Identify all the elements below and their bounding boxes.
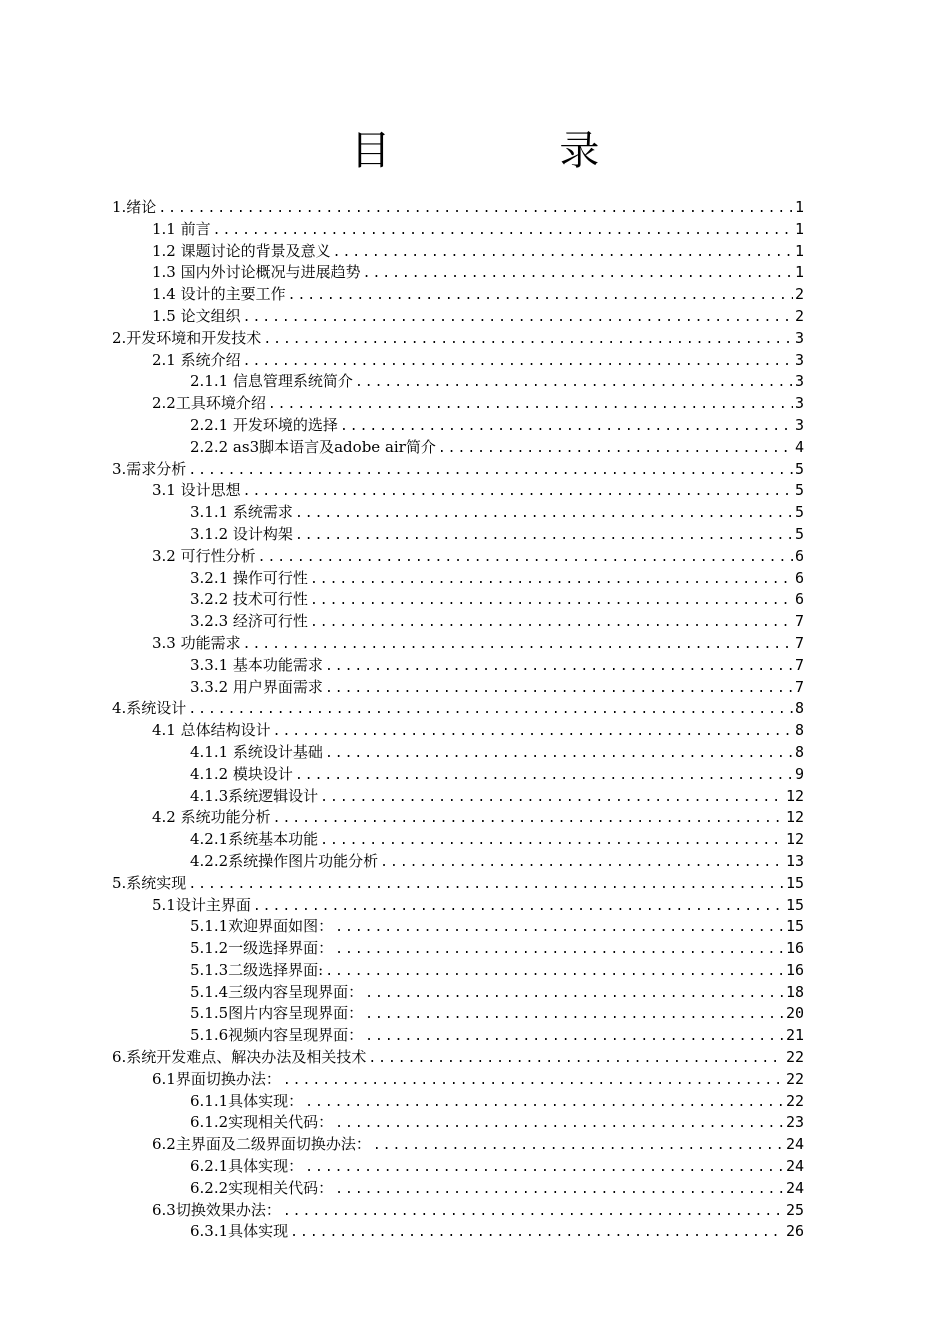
toc-entry[interactable] [112, 262, 804, 284]
toc-page-number: 24 [785, 1135, 804, 1154]
toc-page-number: 7 [794, 633, 804, 652]
toc-page-number: 21 [785, 1026, 804, 1045]
toc-dot-leader [373, 1135, 784, 1157]
toc-entry-title: 3.3 功能需求 [152, 633, 241, 652]
toc-dot-leader [213, 220, 793, 242]
toc-dot-leader [295, 525, 793, 547]
toc-page-number: 8 [794, 721, 804, 740]
toc-dot-leader [243, 351, 793, 373]
toc-page-number: 22 [785, 1048, 804, 1067]
toc-entry-title: 6.1界面切换办法： [152, 1069, 281, 1088]
toc-entry[interactable] [112, 1047, 804, 1069]
toc-entry-title: 4.系统设计 [112, 699, 187, 718]
toc-entry-title: 1.2 课题讨论的背景及意义 [152, 241, 331, 260]
toc-dot-leader [335, 939, 784, 961]
toc-page-number: 12 [785, 786, 804, 805]
toc-entry-title: 5.1.4三级内容呈现界面： [190, 982, 364, 1001]
toc-entry[interactable] [112, 764, 804, 786]
toc-entry[interactable] [112, 1221, 804, 1243]
toc-entry-title: 1.绪论 [112, 198, 157, 216]
toc-entry-title: 6.3切换效果办法： [152, 1200, 281, 1219]
toc-entry-title: 5.系统实现 [112, 873, 187, 892]
toc-page-number: 9 [794, 764, 804, 783]
toc-dot-leader [310, 569, 793, 591]
toc-entry-title: 3.3.2 用户界面需求 [190, 677, 323, 696]
toc-entry-title: 6.系统开发难点、解决办法及相关技术 [112, 1048, 367, 1067]
toc-page-number: 12 [785, 808, 804, 827]
toc-entry[interactable] [112, 873, 804, 895]
toc-page-number: 3 [794, 394, 804, 413]
toc-page-number: 8 [794, 742, 804, 761]
toc-page-number: 8 [794, 699, 804, 718]
toc-dot-leader [363, 263, 793, 285]
toc-page-number: 5 [794, 524, 804, 543]
toc-entry-title: 4.1 总体结构设计 [152, 721, 271, 740]
toc-entry[interactable] [112, 982, 804, 1004]
toc-entry[interactable] [112, 1069, 804, 1091]
toc-dot-leader [325, 656, 793, 678]
toc-page-number: 6 [794, 590, 804, 609]
toc-entry[interactable] [112, 502, 804, 524]
toc-dot-leader [325, 961, 784, 983]
toc-page-number: 22 [785, 1091, 804, 1110]
toc-page-number: 5 [794, 481, 804, 500]
toc-page-number: 26 [785, 1222, 804, 1241]
toc-page-number: 5 [794, 503, 804, 522]
toc-dot-leader [273, 808, 784, 830]
toc-entry-title: 6.1.1具体实现： [190, 1091, 304, 1110]
toc-page-number: 3 [794, 350, 804, 369]
toc-entry[interactable] [112, 524, 804, 546]
toc-entry-title: 5.1.5图片内容呈现界面： [190, 1004, 364, 1023]
toc-dot-leader [305, 1157, 784, 1179]
toc-page-number: 1 [794, 263, 804, 282]
toc-entry[interactable] [112, 546, 804, 568]
toc-entry[interactable] [112, 1134, 804, 1156]
toc-entry-title: 3.1 设计思想 [152, 481, 241, 500]
toc-entry[interactable] [112, 677, 804, 699]
toc-entry[interactable] [112, 437, 804, 459]
toc-dot-leader [295, 765, 793, 787]
toc-dot-leader [243, 307, 793, 329]
toc-dot-leader [305, 1092, 784, 1114]
toc-dot-leader [380, 852, 784, 874]
toc-dot-leader [355, 372, 793, 394]
toc-dot-leader [325, 743, 793, 765]
toc-page-number: 18 [785, 982, 804, 1001]
toc-entry-title: 2.2工具环境介绍 [152, 394, 266, 413]
toc-dot-leader [335, 917, 784, 939]
toc-page-number: 1 [794, 241, 804, 260]
toc-dot-leader [253, 896, 784, 918]
toc-entry-title: 2.2.2 as3脚本语言及adobe air简介 [190, 437, 436, 456]
toc-entry[interactable] [112, 415, 804, 437]
toc-entry-title: 3.3.1 基本功能需求 [190, 655, 323, 674]
toc-entry[interactable] [112, 589, 804, 611]
toc-entry[interactable] [112, 829, 804, 851]
toc-dot-leader [365, 1026, 784, 1048]
toc-page-number: 6 [794, 568, 804, 587]
toc-entry-title: 4.1.2 模块设计 [190, 764, 293, 783]
toc-entry-title: 1.5 论文组织 [152, 306, 241, 325]
toc-entry[interactable] [112, 459, 804, 481]
toc-dot-leader [243, 634, 793, 656]
toc-entry[interactable] [112, 633, 804, 655]
toc-entry[interactable] [112, 284, 804, 306]
toc-entry[interactable] [112, 938, 804, 960]
toc-dot-leader [158, 198, 793, 220]
toc-dot-leader [295, 503, 793, 525]
toc-entry-title: 6.2.1具体实现： [190, 1157, 304, 1176]
toc-entry[interactable] [112, 807, 804, 829]
toc-entry-title: 6.2主界面及二级界面切换办法： [152, 1135, 371, 1154]
toc-entry-title: 4.2.2系统操作图片功能分析 [190, 851, 379, 870]
toc-page-number: 15 [785, 873, 804, 892]
toc-entry-title: 1.4 设计的主要工作 [152, 285, 286, 304]
toc-entry[interactable] [112, 350, 804, 372]
toc-page-number: 15 [785, 895, 804, 914]
toc-entry-title: 5.1.2一级选择界面： [190, 939, 334, 958]
toc-entry-title: 6.3.1具体实现 [190, 1222, 289, 1241]
toc-dot-leader [335, 1113, 784, 1135]
toc-dot-leader [365, 983, 784, 1005]
toc-page-number: 6 [794, 546, 804, 565]
toc-entry[interactable] [112, 371, 804, 393]
toc-page-number: 16 [785, 939, 804, 958]
toc-page-number: 23 [785, 1113, 804, 1132]
toc-entry-title: 1.3 国内外讨论概况与进展趋势 [152, 263, 361, 282]
toc-page-number: 20 [785, 1004, 804, 1023]
toc-entry[interactable] [112, 1003, 804, 1025]
toc-dot-leader [188, 874, 784, 896]
toc-page-number: 25 [785, 1200, 804, 1219]
toc-entry[interactable] [112, 916, 804, 938]
toc-page-number: 7 [794, 677, 804, 696]
toc-entry[interactable] [112, 241, 804, 263]
toc-page-number: 12 [785, 830, 804, 849]
table-of-contents [112, 197, 804, 1243]
toc-entry[interactable] [112, 197, 804, 219]
toc-page-number: 3 [794, 372, 804, 391]
toc-entry[interactable] [112, 786, 804, 808]
toc-dot-leader [243, 481, 793, 503]
toc-page-number: 1 [794, 219, 804, 238]
toc-page-number: 4 [794, 437, 804, 456]
toc-page-number: 16 [785, 960, 804, 979]
toc-entry[interactable] [112, 1178, 804, 1200]
toc-entry-title: 5.1设计主界面 [152, 895, 251, 914]
toc-entry-title: 5.1.3二级选择界面: [190, 960, 324, 979]
toc-page-number: 2 [794, 306, 804, 325]
toc-dot-leader [268, 394, 793, 416]
toc-dot-leader [310, 612, 793, 634]
toc-page-number: 7 [794, 655, 804, 674]
toc-entry[interactable] [112, 568, 804, 590]
toc-page-number: 15 [785, 917, 804, 936]
toc-entry-title: 2.1.1 信息管理系统简介 [190, 372, 353, 391]
toc-entry-title: 4.2 系统功能分析 [152, 808, 271, 827]
toc-dot-leader [335, 1179, 784, 1201]
toc-page-number: 5 [794, 459, 804, 478]
toc-dot-leader [310, 590, 793, 612]
toc-dot-leader [273, 721, 793, 743]
toc-entry[interactable] [112, 1156, 804, 1178]
toc-dot-leader [325, 678, 793, 700]
toc-entry-title: 4.2.1系统基本功能 [190, 830, 319, 849]
toc-dot-leader [340, 416, 793, 438]
toc-entry-title: 3.2 可行性分析 [152, 546, 256, 565]
toc-entry-title: 2.开发环境和开发技术 [112, 328, 262, 347]
toc-entry-title: 2.1 系统介绍 [152, 350, 241, 369]
toc-entry[interactable] [112, 698, 804, 720]
toc-page-number: 24 [785, 1178, 804, 1197]
toc-entry[interactable] [112, 306, 804, 328]
toc-entry[interactable] [112, 742, 804, 764]
toc-entry[interactable] [112, 851, 804, 873]
toc-dot-leader [188, 460, 793, 482]
toc-entry-title: 5.1.1欢迎界面如图： [190, 917, 334, 936]
toc-dot-leader [283, 1070, 784, 1092]
toc-entry[interactable] [112, 480, 804, 502]
toc-entry[interactable] [112, 655, 804, 677]
toc-entry-title: 3.2.2 技术可行性 [190, 590, 308, 609]
toc-dot-leader [258, 547, 793, 569]
toc-entry[interactable] [112, 611, 804, 633]
toc-entry-title: 5.1.6视频内容呈现界面： [190, 1026, 364, 1045]
toc-dot-leader [365, 1004, 784, 1026]
toc-entry-title: 3.1.2 设计构架 [190, 524, 293, 543]
toc-entry[interactable] [112, 1200, 804, 1222]
toc-dot-leader [290, 1222, 784, 1244]
toc-dot-leader [283, 1201, 784, 1223]
toc-page-number: 22 [785, 1069, 804, 1088]
toc-entry-title: 2.2.1 开发环境的选择 [190, 415, 338, 434]
toc-entry-title: 3.2.1 操作可行性 [190, 568, 308, 587]
toc-entry[interactable] [112, 1025, 804, 1047]
toc-entry-title: 4.1.3系统逻辑设计 [190, 786, 319, 805]
toc-entry-title: 3.需求分析 [112, 459, 187, 478]
toc-dot-leader [320, 787, 784, 809]
toc-entry[interactable] [112, 328, 804, 350]
toc-entry[interactable] [112, 219, 804, 241]
toc-dot-leader [320, 830, 784, 852]
toc-entry-title: 6.2.2实现相关代码： [190, 1178, 334, 1197]
toc-dot-leader [368, 1048, 784, 1070]
toc-dot-leader [263, 329, 793, 351]
toc-entry-title: 1.1 前言 [152, 219, 211, 238]
toc-entry[interactable] [112, 720, 804, 742]
toc-entry-title: 3.2.3 经济可行性 [190, 612, 308, 631]
toc-entry[interactable] [112, 960, 804, 982]
toc-dot-leader [188, 699, 793, 721]
toc-page-number: 3 [794, 328, 804, 347]
toc-dot-leader [438, 438, 793, 460]
toc-page-number: 24 [785, 1157, 804, 1176]
toc-entry-title: 3.1.1 系统需求 [190, 503, 293, 522]
toc-page-number: 7 [794, 612, 804, 631]
toc-page-number: 1 [794, 198, 804, 216]
toc-page-number: 2 [794, 285, 804, 304]
toc-dot-leader [288, 285, 793, 307]
toc-entry-title: 4.1.1 系统设计基础 [190, 742, 323, 761]
toc-page-number: 3 [794, 415, 804, 434]
page-title: 目 录 [350, 128, 678, 174]
toc-page-number: 13 [785, 851, 804, 870]
toc-dot-leader [333, 242, 793, 264]
toc-entry[interactable] [112, 1091, 804, 1113]
toc-entry[interactable] [112, 1112, 804, 1134]
toc-entry[interactable] [112, 393, 804, 415]
toc-entry[interactable] [112, 895, 804, 917]
toc-entry-title: 6.1.2实现相关代码： [190, 1113, 334, 1132]
